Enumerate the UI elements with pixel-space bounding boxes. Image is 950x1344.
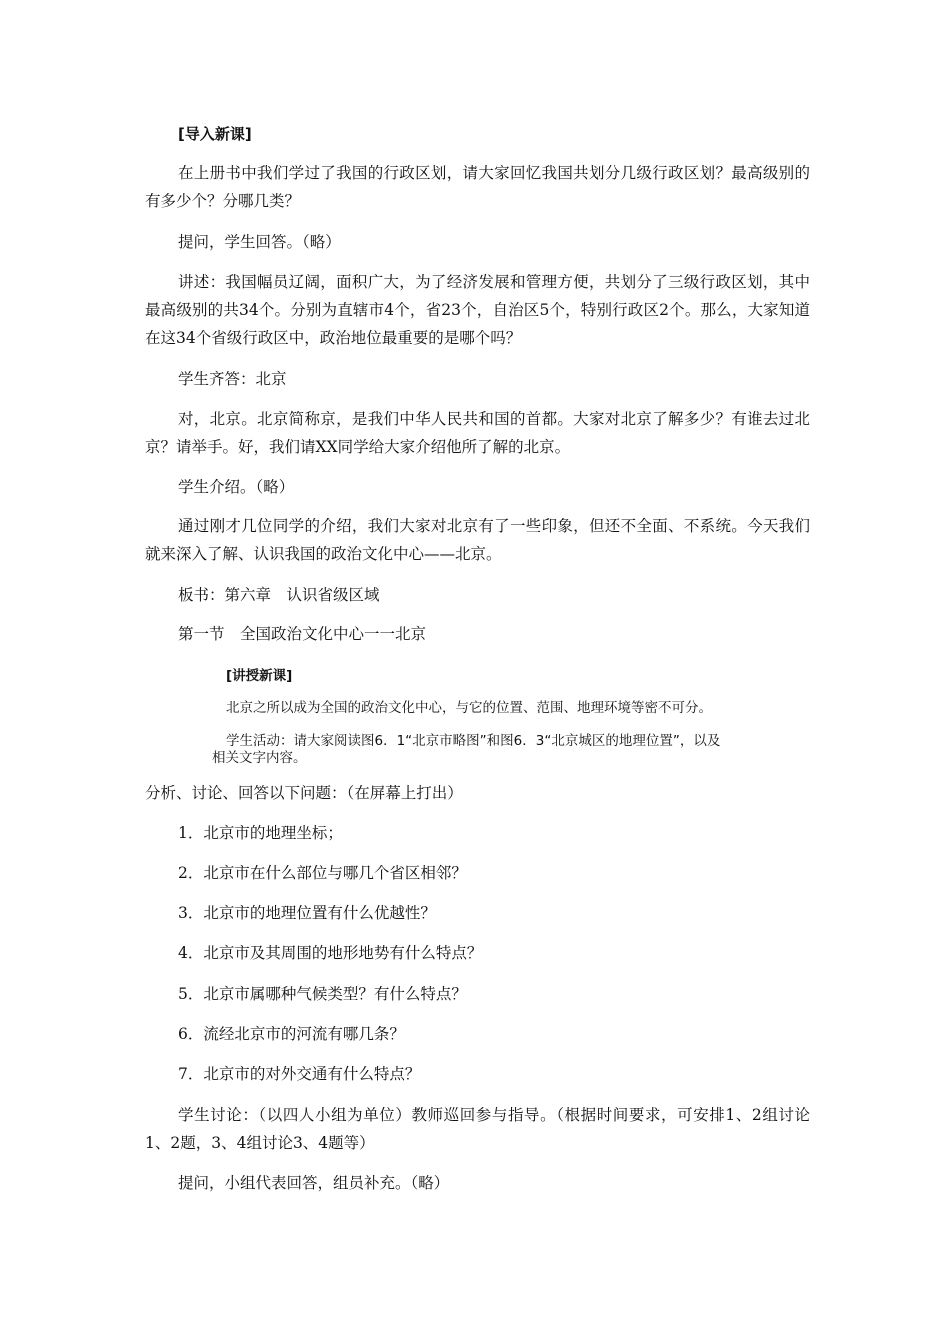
question-item: 4．北京市及其周围的地形地势有什么特点？ [178,944,483,962]
section-heading-new: [讲授新课] [226,668,293,684]
question-item: 2．北京市在什么部位与哪几个省区相邻？ [178,864,467,882]
question-item: 7．北京市的对外交通有什么特点？ [178,1065,421,1083]
question-item: 1．北京市的地理坐标； [178,824,343,842]
paragraph-discussion: 学生讨论：（以四人小组为单位）教师巡回参与指导。（根据时间要求，可安排1、2组讨论1、2题，3、4组讨论3、4题等） [145,1106,810,1152]
paragraph-group-answer: 提问，小组代表回答，组员补充。（略） [178,1174,450,1192]
paragraph-recall-question: 在上册书中我们学过了我国的行政区划，请大家回忆我国共划分几级行政区划？最高级别的有多少个？分哪几类？ [145,164,810,210]
question-item: 5．北京市属哪种气候类型？有什么特点？ [178,985,467,1003]
new-lesson-line-1: 北京之所以成为全国的政治文化中心，与它的位置、范围、地理环境等密不可分。 [226,700,712,716]
paragraph-narration: 讲述：我国幅员辽阔，面积广大，为了经济发展和管理方便，共划分了三级行政区划，其中最高级别的共34个。分别为直辖市4个，省23个，自治区5个，特别行政区2个。那么，大家知道在这34个省级行政区中，政治地位最重要的是哪个吗？ [145,273,810,347]
question-item: 6．流经北京市的河流有哪几条？ [178,1025,405,1043]
new-lesson-line-3: 相关文字内容。 [212,750,307,766]
analysis-intro: 分析、讨论、回答以下问题：（在屏幕上打出） [145,784,463,802]
blackboard-chapter: 板书：第六章 认识省级区域 [178,586,380,604]
paragraph-chorus-answer: 学生齐答：北京 [178,370,287,388]
question-item: 3．北京市的地理位置有什么优越性？ [178,904,436,922]
blackboard-section: 第一节 全国政治文化中心一一北京 [178,625,427,643]
new-lesson-line-2: 学生活动：请大家阅读图6．1“北京市略图”和图6．3“北京城区的地理位置”，以及 [226,733,721,749]
paragraph-transition: 通过刚才几位同学的介绍，我们大家对北京有了一些印象，但还不全面、不系统。今天我们就来深入了解、认识我国的政治文化中心——北京。 [145,517,810,563]
section-heading-intro: [导入新课] [178,125,252,143]
paragraph-beijing-intro: 对，北京。北京简称京，是我们中华人民共和国的首都。大家对北京了解多少？有谁去过北京？请举手。好，我们请XX同学给大家介绍他所了解的北京。 [145,410,810,456]
paragraph-student-answer: 提问，学生回答。（略） [178,233,341,251]
paragraph-student-intro: 学生介绍。（略） [178,478,295,496]
